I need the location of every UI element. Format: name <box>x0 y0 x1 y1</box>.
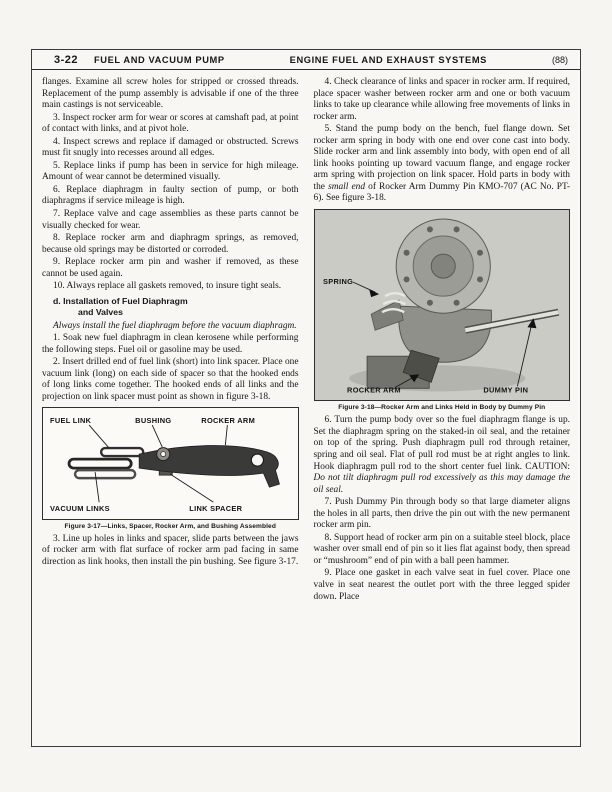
leader-link-spacer <box>170 475 213 503</box>
step-5-emphasis: small end <box>328 181 366 192</box>
para-inspect-step-8: 8. Replace rocker arm and diaphragm springs, as removed, because old springs may be distorted or corroded. <box>42 233 299 255</box>
leader-fuel-link <box>89 426 109 449</box>
step-6-text: 6. Turn the pump body over so the fuel diaphragm flange is up. Set the diaphragm spring on the staked-in oil seal, and the retainer on top of the spring. Push diaphragm pull rod through retainer, spring and oil seal. Flat of pull rod must be at right angles to link. Hook diaphragm pull rod to the short center fuel link. CAUTION: <box>313 415 570 472</box>
para-inspect-step-9: 9. Replace rocker arm pin and washer if removed, as these cannot be used again. <box>42 257 299 279</box>
bolt-hole <box>453 300 459 306</box>
para-install-step-2: 2. Insert drilled end of fuel link (short) into link spacer. Place one vacuum link (long) on each side of spacer so that the hooked ends of long links come together. The hooked ends of all links and the projection on link spacer must point as shown in figure 3-18. <box>42 357 299 402</box>
page-ref: (88) <box>551 55 568 65</box>
step-5-text-2: of Rocker Arm Dummy Pin KMO-707 (AC No. PT-6). See figure 3-18. <box>313 181 570 204</box>
para-inspect-step-3: 3. Inspect rocker arm for wear or scores at camshaft pad, at point of contact with links, and at pivot hole. <box>42 112 299 135</box>
figure-3-17-caption: Figure 3-17—Links, Spacer, Rocker Arm, and Bushing Assembled <box>64 522 276 530</box>
para-install-step-8: 8. Support head of rocker arm pin on a suitable steel block, place washer over small end of pin so it lies flat against body, then spread or “mushroom” end of pin with a ball peen hammer. <box>313 532 570 566</box>
bolt-hole <box>453 226 459 232</box>
para-italic-note: Always install the fuel diaphragm before the vacuum diaphragm. <box>53 320 297 331</box>
figure-3-18-image <box>315 210 570 400</box>
section-heading-installation <box>42 296 299 319</box>
spring-label: SPRING <box>322 277 353 287</box>
rocker-arm-photo-label: ROCKER ARM <box>346 385 401 395</box>
page-number: 3-22 <box>54 54 79 66</box>
flange-hub-shape <box>431 254 455 278</box>
section-heading-line-2: and Valves <box>78 307 123 318</box>
page-header <box>32 50 580 70</box>
bushing-label: BUSHING <box>135 416 172 426</box>
vacuum-link-shape-1 <box>69 460 131 469</box>
vacuum-link-shape-2 <box>75 471 135 479</box>
manual-page <box>31 49 581 747</box>
rocker-arm-label: ROCKER ARM <box>201 416 256 426</box>
section-heading-line-1: d. Installation of Fuel Diaphragm <box>53 295 188 306</box>
dummy-pin-label: DUMMY PIN <box>482 385 528 395</box>
figure-3-18-caption: Figure 3-18—Rocker Arm and Links Held in Body by Dummy Pin <box>338 404 546 412</box>
leader-rocker-arm <box>225 426 227 446</box>
para-continuation: flanges. Examine all screw holes for stripped or crossed threads. Replacement of the pump assembly is advisable if one of the three main castings is not serviceable. <box>42 77 299 111</box>
leader-bushing <box>152 426 162 448</box>
para-inspect-step-6: 6. Replace diaphragm in faulty section of pump, or both diaphragms if service mileage is high. <box>42 184 299 207</box>
bolt-hole <box>403 250 409 256</box>
para-install-step-4: 4. Check clearance of links and spacer in rocker arm. If required, place spacer washer between rocker arm and one or both vacuum links to take up clearance while allowing free movements of links in rocker arm. <box>313 77 570 122</box>
fuel-link-shape <box>101 449 143 457</box>
pivot-hole-shape <box>251 455 263 467</box>
figure-3-18 <box>314 209 571 411</box>
leader-vacuum-links <box>95 473 99 503</box>
para-inspect-step-10: 10. Always replace all gaskets removed, to insure tight seals. <box>53 281 282 292</box>
figure-3-17-image <box>43 408 298 518</box>
step-6-caution-text: Do not tilt diaphragm pull rod excessively as this may damage the oil seal. <box>313 473 570 495</box>
para-inspect-step-4: 4. Inspect screws and replace if damaged or obstructed. Screws must fit snugly into recesses around all edges. <box>42 136 299 159</box>
bolt-hole <box>426 226 432 232</box>
chapter-title: FUEL AND VACUUM PUMP <box>94 55 225 65</box>
para-inspect-step-5: 5. Replace links if pump has been in service for high mileage. Amount of wear cannot be determined visually. <box>42 160 299 183</box>
left-column <box>42 77 299 604</box>
section-title: ENGINE FUEL AND EXHAUST SYSTEMS <box>289 55 487 65</box>
link-spacer-label: LINK SPACER <box>189 504 243 514</box>
para-install-step-3: 3. Line up holes in links and spacer, slide parts between the jaws of rocker arm with flat surface of rocker arm pad facing in same direction as link hooks, then install the pin bushing. See figure 3-17. <box>42 533 299 567</box>
bolt-hole <box>403 276 409 282</box>
para-install-step-6 <box>314 415 571 496</box>
vacuum-links-label: VACUUM LINKS <box>50 504 110 514</box>
page-body <box>32 70 580 604</box>
right-column <box>314 77 571 604</box>
fuel-link-label: FUEL LINK <box>50 416 92 426</box>
para-install-step-5 <box>314 124 571 205</box>
bushing-hole-shape <box>161 452 166 457</box>
bolt-hole <box>477 276 483 282</box>
figure-3-18-frame <box>314 209 571 401</box>
para-install-step-1: 1. Soak new fuel diaphragm in clean kerosene while performing the following steps. Fuel oil or gasoline may be used. <box>42 333 299 355</box>
step-5-text: 5. Stand the pump body on the bench, fuel flange down. Set rocker arm spring in body with one end over cone cast into body. Slide rocker arm and link assembly into body, with open end of all link hooks pointing up toward vacuum flange, and engage rocker arm spring with projection on link spacer. Hold parts in body with the <box>313 124 570 192</box>
bolt-hole <box>426 300 432 306</box>
para-inspect-step-7: 7. Replace valve and cage assemblies as these parts cannot be visually checked for wear. <box>42 209 299 231</box>
figure-3-17-frame <box>42 407 299 519</box>
bolt-hole <box>477 250 483 256</box>
para-install-step-9: 9. Place one gasket in each valve seat in fuel cover. Place one valve in seat nearest the outlet port with the three legged spider down. Place <box>313 568 570 602</box>
para-install-step-7: 7. Push Dummy Pin through body so that large diameter aligns the holes in all parts, then drive the pin out with the new permanent rocker arm pin. <box>313 497 570 531</box>
figure-3-17 <box>42 407 299 529</box>
